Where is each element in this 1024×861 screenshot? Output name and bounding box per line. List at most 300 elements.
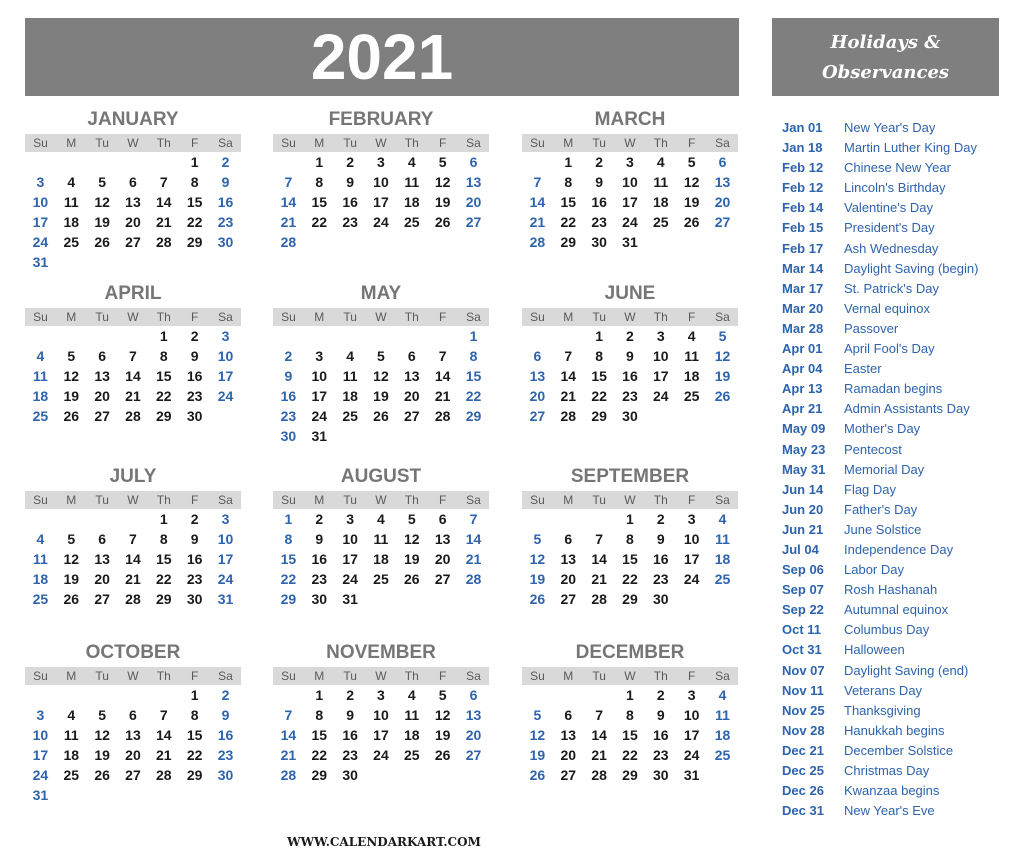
weekday-header: Su: [33, 136, 48, 150]
holiday-item: [782, 138, 1012, 158]
day-cell: 29: [465, 408, 482, 424]
day-cell: 27: [94, 408, 110, 424]
week-row: [522, 509, 738, 529]
day-cell: 21: [591, 747, 607, 763]
month-may: [273, 280, 489, 446]
day-cell: 24: [373, 214, 389, 230]
month-name: SEPTEMBER: [570, 466, 690, 487]
day-cell: 29: [622, 591, 638, 607]
day-cell: 30: [653, 591, 669, 607]
day-cell: 1: [159, 328, 168, 344]
day-cell: 5: [67, 531, 76, 547]
week-row: [273, 705, 489, 725]
week-row: [522, 569, 738, 589]
day-cell: 7: [284, 707, 293, 723]
week-row: [522, 212, 738, 232]
empty-day-cell: [396, 765, 427, 785]
day-cell: 9: [656, 707, 665, 723]
year-banner: [25, 18, 739, 96]
empty-day-cell: [118, 685, 149, 705]
holiday-item: [782, 741, 1012, 761]
day-cell: 3: [687, 511, 696, 527]
day-cell: 16: [653, 727, 669, 743]
weekday-header: Th: [156, 136, 171, 150]
day-cell: 15: [280, 551, 297, 567]
empty-day-cell: [210, 406, 241, 426]
day-cell: 8: [469, 348, 478, 364]
month-name: AUGUST: [340, 466, 422, 487]
month-march: [522, 106, 738, 252]
week-row: [273, 509, 489, 529]
week-row: [25, 406, 241, 426]
day-cell: 3: [346, 511, 354, 527]
holiday-item: [782, 560, 1012, 580]
holiday-date: Oct 31: [782, 642, 822, 658]
day-cell: 8: [315, 707, 324, 723]
week-row: [522, 745, 738, 765]
day-cell: 23: [591, 214, 607, 230]
month-name: MAY: [360, 283, 402, 304]
day-cell: 10: [217, 348, 234, 364]
holiday-item: [782, 620, 1012, 640]
day-cell: 1: [315, 687, 324, 703]
holiday-date: Feb 14: [782, 200, 824, 216]
day-cell: 10: [342, 531, 358, 547]
day-cell: 21: [591, 571, 607, 587]
empty-day-cell: [56, 252, 87, 272]
day-cell: 3: [656, 328, 665, 344]
empty-day-cell: [56, 685, 87, 705]
weekday-header-row: [273, 667, 489, 685]
day-cell: 16: [217, 194, 234, 210]
day-cell: 19: [63, 388, 80, 404]
day-cell: 11: [684, 348, 700, 364]
day-cell: 14: [591, 727, 607, 743]
holiday-item: [782, 520, 1012, 540]
day-cell: 17: [32, 214, 49, 230]
day-cell: 20: [94, 388, 110, 404]
holiday-item: [782, 640, 1012, 660]
holiday-date: Feb 15: [782, 220, 824, 236]
holiday-item: [782, 158, 1012, 178]
day-cell: 30: [622, 408, 638, 424]
day-cell: 24: [311, 408, 328, 424]
day-cell: 15: [465, 368, 482, 384]
day-cell: 7: [284, 174, 293, 190]
day-cell: 16: [311, 551, 328, 567]
holiday-item: [782, 580, 1012, 600]
day-cell: 19: [434, 194, 451, 210]
week-row: [273, 685, 489, 705]
month-name: APRIL: [104, 283, 162, 304]
day-cell: 28: [591, 767, 607, 783]
day-cell: 14: [125, 368, 141, 384]
weekday-header: Th: [404, 136, 419, 150]
day-cell: 1: [564, 154, 573, 170]
weekday-header: Sa: [218, 136, 233, 150]
weekday-header: M: [314, 669, 325, 683]
week-row: [522, 529, 738, 549]
day-cell: 15: [186, 727, 203, 743]
weekday-header: Tu: [592, 669, 606, 683]
week-row: [273, 346, 489, 366]
holiday-item: [782, 681, 1012, 701]
weekday-header: Tu: [343, 136, 357, 150]
day-cell: 15: [156, 551, 172, 567]
weekday-header: W: [375, 310, 387, 324]
holiday-item: [782, 379, 1012, 399]
day-cell: 26: [714, 388, 731, 404]
weekday-header: W: [127, 136, 139, 150]
empty-day-cell: [25, 685, 56, 705]
day-cell: 20: [94, 571, 110, 587]
holiday-item: [782, 460, 1012, 480]
holiday-date: Mar 20: [782, 300, 824, 316]
weekday-header: W: [375, 493, 387, 507]
empty-day-cell: [273, 152, 304, 172]
day-cell: 24: [217, 571, 234, 587]
holiday-item: [782, 218, 1012, 238]
day-cell: 25: [373, 571, 389, 587]
weekday-header: F: [438, 493, 447, 507]
day-cell: 5: [377, 348, 385, 364]
day-cell: 20: [560, 571, 577, 587]
holiday-name: Ash Wednesday: [844, 240, 939, 256]
holiday-name: Thanksgiving: [844, 702, 921, 718]
holiday-date: Jun 20: [782, 501, 824, 517]
week-row: [25, 212, 241, 232]
day-cell: 18: [683, 368, 700, 384]
week-row: [25, 745, 241, 765]
day-cell: 3: [221, 511, 230, 527]
empty-day-cell: [707, 406, 738, 426]
month-name: JUNE: [604, 283, 656, 304]
day-cell: 17: [622, 194, 638, 210]
day-cell: 18: [32, 388, 49, 404]
empty-day-cell: [553, 326, 584, 346]
holiday-name: Valentine's Day: [844, 200, 933, 216]
day-cell: 3: [377, 154, 385, 170]
day-cell: 11: [404, 174, 420, 190]
day-cell: 1: [190, 154, 199, 170]
day-cell: 2: [190, 511, 199, 527]
weekday-header: Th: [653, 310, 668, 324]
weekday-header: M: [563, 136, 574, 150]
week-row: [522, 232, 738, 252]
day-cell: 18: [63, 747, 80, 763]
day-cell: 22: [591, 388, 607, 404]
weekday-header: M: [563, 310, 574, 324]
day-cell: 13: [94, 368, 110, 384]
weekday-header: Su: [33, 310, 48, 324]
day-cell: 13: [94, 551, 110, 567]
week-row: [273, 192, 489, 212]
day-cell: 13: [560, 551, 577, 567]
weekday-header: F: [190, 493, 199, 507]
holiday-name: Daylight Saving (begin): [844, 260, 979, 276]
day-cell: 22: [622, 747, 638, 763]
day-cell: 10: [311, 368, 328, 384]
day-cell: 11: [63, 194, 79, 210]
day-cell: 24: [32, 767, 49, 783]
day-cell: 14: [125, 551, 141, 567]
weekday-header-row: [522, 134, 738, 152]
day-cell: 8: [284, 531, 293, 547]
holiday-item: [782, 198, 1012, 218]
weekday-header: Th: [404, 669, 419, 683]
empty-day-cell: [56, 326, 87, 346]
day-cell: 26: [63, 408, 80, 424]
day-cell: 22: [280, 571, 297, 587]
weekday-header: Tu: [343, 493, 357, 507]
day-cell: 18: [63, 214, 80, 230]
day-cell: 26: [434, 747, 451, 763]
month-february: [273, 106, 489, 252]
holidays-title-line2: Observances: [821, 62, 950, 83]
day-cell: 30: [186, 591, 203, 607]
month-name: JULY: [109, 466, 157, 487]
holiday-item: [782, 399, 1012, 419]
weekday-header: F: [438, 136, 447, 150]
holiday-item: [782, 339, 1012, 359]
day-cell: 4: [36, 348, 45, 364]
day-cell: 12: [94, 194, 110, 210]
empty-day-cell: [707, 765, 738, 785]
weekday-header: W: [375, 669, 387, 683]
weekday-header: Th: [653, 493, 668, 507]
holiday-name: Hanukkah begins: [844, 722, 945, 738]
day-cell: 29: [156, 591, 172, 607]
week-row: [25, 192, 241, 212]
empty-day-cell: [427, 765, 458, 785]
empty-day-cell: [118, 252, 149, 272]
weekday-header: Sa: [466, 136, 481, 150]
empty-day-cell: [56, 152, 87, 172]
weekday-header: Th: [156, 310, 171, 324]
day-cell: 8: [315, 174, 324, 190]
day-cell: 1: [469, 328, 478, 344]
holiday-item: [782, 801, 1012, 821]
empty-day-cell: [396, 589, 427, 609]
week-row: [25, 685, 241, 705]
empty-day-cell: [25, 326, 56, 346]
weekday-header: F: [190, 136, 199, 150]
week-row: [273, 152, 489, 172]
day-cell: 29: [311, 767, 328, 783]
day-cell: 25: [714, 747, 731, 763]
day-cell: 16: [280, 388, 297, 404]
month-name: JANUARY: [87, 109, 179, 130]
day-cell: 30: [217, 767, 234, 783]
holiday-name: Columbus Day: [844, 622, 930, 638]
day-cell: 25: [653, 214, 669, 230]
day-cell: 14: [280, 194, 297, 210]
empty-day-cell: [427, 326, 458, 346]
weekday-header: M: [314, 310, 325, 324]
day-cell: 27: [560, 767, 577, 783]
day-cell: 6: [469, 154, 478, 170]
holiday-date: Nov 25: [782, 702, 825, 718]
day-cell: 19: [683, 194, 700, 210]
day-cell: 15: [186, 194, 203, 210]
weekday-header: W: [127, 669, 139, 683]
day-cell: 7: [159, 707, 168, 723]
day-cell: 21: [280, 747, 297, 763]
weekday-header: W: [127, 310, 139, 324]
day-cell: 27: [94, 591, 110, 607]
day-cell: 25: [683, 388, 700, 404]
empty-day-cell: [522, 152, 553, 172]
weekday-header: M: [563, 669, 574, 683]
day-cell: 10: [653, 348, 669, 364]
day-cell: 17: [311, 388, 328, 404]
day-cell: 22: [622, 571, 638, 587]
weekday-header: Sa: [715, 669, 730, 683]
day-cell: 21: [529, 214, 546, 230]
day-cell: 10: [373, 707, 389, 723]
day-cell: 31: [622, 234, 638, 250]
day-cell: 26: [94, 234, 110, 250]
holiday-name: Ramadan begins: [844, 381, 943, 397]
holiday-item: [782, 761, 1012, 781]
holiday-name: Labor Day: [844, 562, 904, 578]
day-cell: 6: [98, 348, 106, 364]
day-cell: 2: [221, 154, 230, 170]
weekday-header: M: [314, 136, 325, 150]
empty-day-cell: [366, 326, 397, 346]
week-row: [273, 366, 489, 386]
weekday-header: Tu: [95, 493, 109, 507]
day-cell: 14: [591, 551, 607, 567]
month-name: NOVEMBER: [326, 642, 436, 663]
day-cell: 12: [434, 174, 451, 190]
holiday-name: St. Patrick's Day: [844, 280, 939, 296]
day-cell: 9: [190, 348, 199, 364]
holiday-name: June Solstice: [844, 521, 922, 537]
empty-day-cell: [522, 509, 553, 529]
empty-day-cell: [707, 232, 738, 252]
month-january: [25, 106, 241, 272]
day-cell: 5: [407, 511, 416, 527]
holiday-name: Christmas Day: [844, 763, 930, 778]
day-cell: 25: [404, 747, 420, 763]
month-april: [25, 280, 241, 426]
day-cell: 4: [687, 328, 696, 344]
weekday-header: Sa: [218, 310, 233, 324]
holiday-name: Memorial Day: [844, 461, 925, 477]
week-row: [273, 529, 489, 549]
day-cell: 19: [94, 747, 110, 763]
weekday-header: M: [66, 669, 77, 683]
day-cell: 4: [407, 154, 416, 170]
empty-day-cell: [645, 232, 676, 252]
week-row: [25, 765, 241, 785]
day-cell: 29: [186, 767, 203, 783]
day-cell: 23: [342, 214, 358, 230]
week-row: [25, 569, 241, 589]
week-row: [273, 426, 489, 446]
day-cell: 7: [469, 511, 478, 527]
day-cell: 20: [714, 194, 731, 210]
weekday-header: Su: [33, 669, 48, 683]
holiday-name: Daylight Saving (end): [844, 662, 969, 678]
empty-day-cell: [273, 326, 304, 346]
week-row: [25, 172, 241, 192]
day-cell: 30: [342, 767, 358, 783]
day-cell: 1: [626, 687, 634, 703]
day-cell: 12: [63, 551, 80, 567]
weekday-header: Tu: [592, 493, 606, 507]
day-cell: 10: [32, 194, 49, 210]
day-cell: 24: [32, 234, 49, 250]
day-cell: 2: [221, 687, 230, 703]
month-july: [25, 463, 241, 609]
holidays-banner: [772, 18, 999, 96]
day-cell: 8: [159, 348, 168, 364]
month-name: DECEMBER: [575, 642, 685, 663]
day-cell: 9: [626, 348, 634, 364]
day-cell: 28: [125, 408, 141, 424]
day-cell: 3: [377, 687, 385, 703]
day-cell: 6: [564, 531, 573, 547]
day-cell: 28: [529, 234, 546, 250]
day-cell: 20: [465, 194, 482, 210]
day-cell: 2: [656, 687, 665, 703]
day-cell: 26: [529, 591, 546, 607]
holiday-name: December Solstice: [844, 742, 954, 758]
empty-day-cell: [645, 406, 676, 426]
day-cell: 22: [465, 388, 482, 404]
day-cell: 11: [715, 707, 730, 723]
weekday-header: M: [66, 493, 77, 507]
week-row: [522, 549, 738, 569]
empty-day-cell: [335, 426, 366, 446]
week-row: [25, 529, 241, 549]
day-cell: 5: [438, 154, 447, 170]
empty-day-cell: [87, 152, 118, 172]
week-row: [522, 725, 738, 745]
weekday-header: Sa: [715, 493, 730, 507]
holiday-date: Dec 26: [782, 783, 824, 799]
weekday-header: M: [563, 493, 574, 507]
day-cell: 6: [129, 707, 137, 723]
empty-day-cell: [56, 509, 87, 529]
empty-day-cell: [427, 589, 458, 609]
holiday-name: Martin Luther King Day: [844, 140, 977, 156]
holiday-item: [782, 279, 1012, 299]
empty-day-cell: [458, 589, 489, 609]
day-cell: 17: [373, 727, 389, 743]
day-cell: 14: [156, 727, 172, 743]
day-cell: 15: [156, 368, 172, 384]
week-row: [522, 172, 738, 192]
day-cell: 19: [63, 571, 80, 587]
holiday-date: Dec 31: [782, 803, 824, 819]
holiday-name: Mother's Day: [844, 421, 921, 437]
weekday-header: F: [438, 669, 447, 683]
holiday-name: Rosh Hashanah: [844, 582, 938, 598]
weekday-header-row: [273, 491, 489, 509]
holiday-name: Veterans Day: [844, 682, 923, 698]
day-cell: 8: [626, 707, 634, 723]
empty-day-cell: [335, 232, 366, 252]
day-cell: 26: [434, 214, 451, 230]
day-cell: 25: [32, 408, 49, 424]
day-cell: 9: [221, 174, 230, 190]
day-cell: 20: [560, 747, 577, 763]
empty-day-cell: [458, 765, 489, 785]
empty-day-cell: [458, 232, 489, 252]
